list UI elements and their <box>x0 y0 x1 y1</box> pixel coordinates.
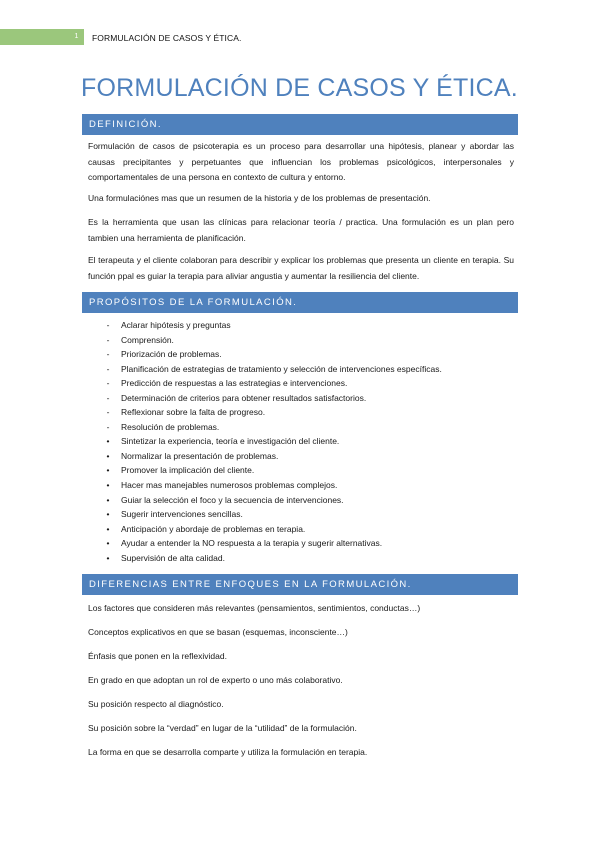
list-item-text: Anticipación y abordaje de problemas en terapia. <box>121 523 306 534</box>
list-item-text: Reflexionar sobre la falta de progreso. <box>121 407 266 418</box>
section-heading-diferencias: DIFERENCIAS ENTRE ENFOQUES EN LA FORMULACIÓN. <box>82 574 518 595</box>
list-item-text: Priorización de problemas. <box>121 349 222 360</box>
list-item-text: Guiar la selección el foco y la secuencia de intervenciones. <box>121 494 344 505</box>
list-marker: - <box>106 349 110 360</box>
list-marker: • <box>106 538 110 549</box>
list-marker: - <box>106 363 110 374</box>
list-item-text: Normalizar la presentación de problemas. <box>121 450 279 461</box>
list-item-text: Determinación de criterios para obtener resultados satisfactorios. <box>121 392 367 403</box>
list-marker: • <box>106 480 110 491</box>
list-marker: - <box>106 334 110 345</box>
text-line: Su posición sobre la “verdad” en lugar de la “utilidad” de la formulación. <box>88 723 357 733</box>
paragraph: Una formulaciónes mas que un resumen de la historia y de los problemas de presentación. <box>88 193 431 203</box>
list-marker: • <box>106 436 110 447</box>
list-item-text: Planificación de estrategias de tratamiento y selección de intervenciones específicas. <box>121 363 442 374</box>
text-line: Conceptos explicativos en que se basan (esquemas, inconsciente…) <box>88 627 348 637</box>
text-line: La forma en que se desarrolla comparte y utiliza la formulación en terapia. <box>88 747 368 757</box>
text-line: En grado en que adoptan un rol de experto o uno más colaborativo. <box>88 675 343 685</box>
list-marker: • <box>106 465 110 476</box>
list-marker: • <box>106 552 110 563</box>
running-title: FORMULACIÓN DE CASOS Y ÉTICA. <box>92 33 242 43</box>
text-line: Su posición respecto al diagnóstico. <box>88 699 224 709</box>
list-item-text: Ayudar a entender la NO respuesta a la terapia y sugerir alternativas. <box>121 538 383 549</box>
list-marker: - <box>106 421 110 432</box>
paragraph: El terapeuta y el cliente colaboran para describir y explicar los problemas que presenta un cliente en terapia. Su función ppal es guiar la terapia para aliviar angustia y aumentar la resiliencia del cliente. <box>88 255 514 281</box>
list-marker: • <box>106 509 110 520</box>
section-heading-propositos: PROPÓSITOS DE LA FORMULACIÓN. <box>82 292 518 313</box>
section-heading-definicion: DEFINICIÓN. <box>82 114 518 135</box>
text-line: Los factores que consideren más relevantes (pensamientos, sentimientos, conductas…) <box>88 603 421 613</box>
list-marker: - <box>106 378 110 389</box>
list-marker: - <box>106 320 110 330</box>
page-title: FORMULACIÓN DE CASOS Y ÉTICA. <box>81 74 518 102</box>
list-item-text: Hacer mas manejables numerosos problemas complejos. <box>121 480 338 491</box>
list-marker: - <box>106 407 110 418</box>
list-marker: - <box>106 392 110 403</box>
paragraph: Formulación de casos de psicoterapia es un proceso para desarrollar una hipótesis, planear y abordar las causas precipitantes y perpetuantes que influencian los problemas psicológicos, interpersonales y comportamentales de una persona en contexto de cultura y entorno. <box>88 141 514 182</box>
page-number: 1 <box>74 33 79 40</box>
list-item-text: Sintetizar la experiencia, teoría e investigación del cliente. <box>121 436 340 447</box>
list-marker: • <box>106 450 110 461</box>
list-item-text: Promover la implicación del cliente. <box>121 465 255 476</box>
list-marker: • <box>106 523 110 534</box>
list-item-text: Supervisión de alta calidad. <box>121 552 225 563</box>
list-item-text: Comprensión. <box>121 334 174 345</box>
paragraph: Es la herramienta que usan las clínicas para relacionar teoría / practica. Una formulación es un plan pero tambien una herramienta de planificación. <box>88 217 514 243</box>
text-line: Énfasis que ponen en la reflexividad. <box>88 651 227 661</box>
list-marker: • <box>106 494 110 505</box>
list-item-text: Sugerir intervenciones sencillas. <box>121 509 243 520</box>
list-item-text: Aclarar hipótesis y preguntas <box>121 320 231 330</box>
list-item-text: Resolución de problemas. <box>121 421 220 432</box>
list-item-text: Predicción de respuestas a las estrategias e intervenciones. <box>121 378 348 389</box>
